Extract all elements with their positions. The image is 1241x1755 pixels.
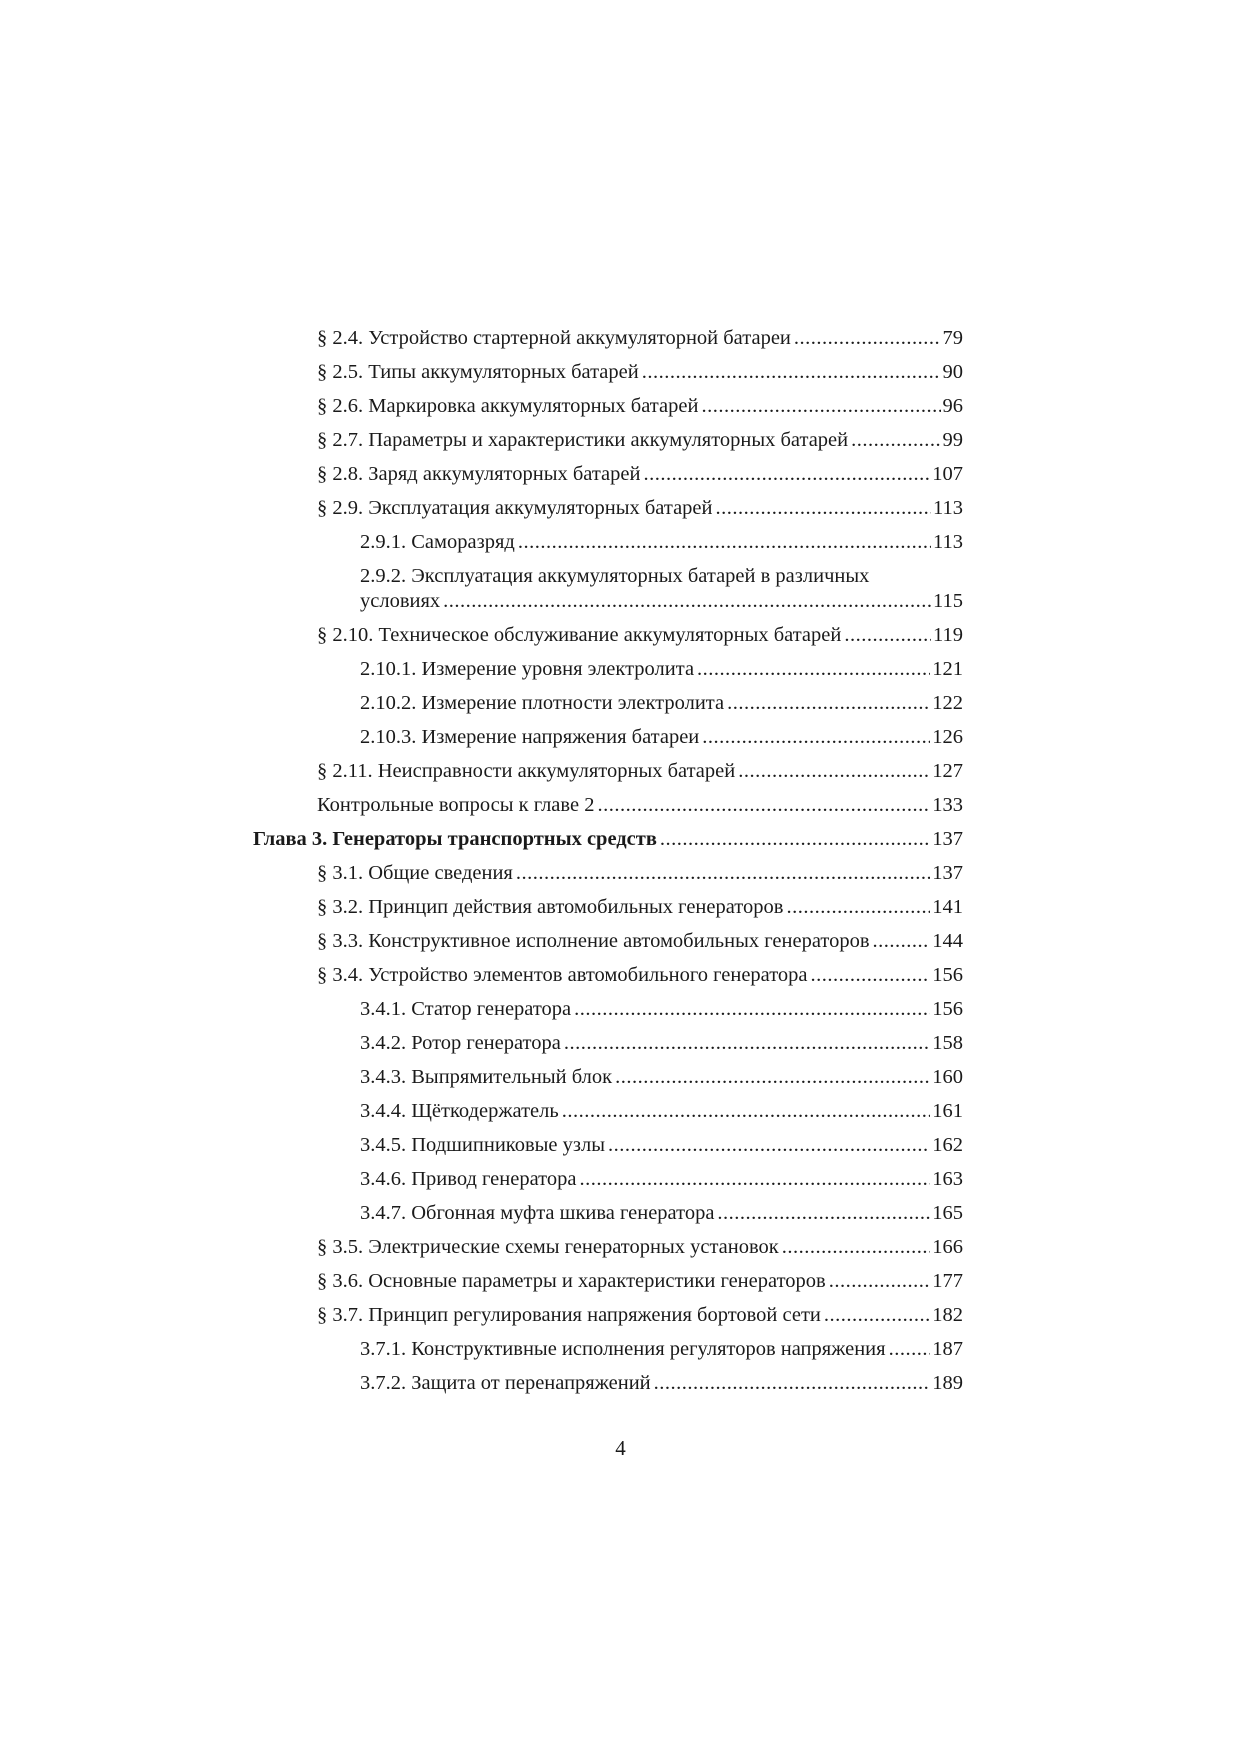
toc-entry[interactable]: [253, 623, 963, 648]
toc-subentry[interactable]: [253, 657, 963, 682]
toc-entry[interactable]: [253, 1303, 963, 1328]
toc-entry[interactable]: [253, 759, 963, 784]
toc-entry-page: 144: [932, 930, 963, 952]
toc-entry-page: 107: [932, 463, 963, 485]
toc-subentry[interactable]: [253, 1133, 963, 1158]
toc-entry-page: 113: [933, 497, 963, 519]
toc-entry-title: 3.4.4. Щёткодержатель: [360, 1100, 559, 1122]
toc-entry-title: 3.7.2. Защита от перенапряжений: [360, 1372, 651, 1394]
toc-entry-title: § 2.6. Маркировка аккумуляторных батарей: [317, 395, 699, 417]
toc-subentry[interactable]: [253, 1371, 963, 1396]
toc-entry-page: 137: [932, 862, 963, 884]
toc-subentry[interactable]: [253, 1065, 963, 1090]
toc-entry-page: 121: [932, 658, 963, 680]
toc-entry[interactable]: [253, 861, 963, 886]
toc-subentry[interactable]: [253, 997, 963, 1022]
toc-entry-page: 165: [932, 1202, 963, 1224]
toc-subentry[interactable]: [253, 1337, 963, 1362]
toc-entry-page: 163: [932, 1168, 963, 1190]
toc-entry[interactable]: [253, 360, 963, 385]
toc-entry-title: 3.4.5. Подшипниковые узлы: [360, 1134, 606, 1156]
dot-leader: [643, 462, 930, 487]
toc-entry-title: Контрольные вопросы к главе 2: [317, 794, 595, 816]
dot-leader: [574, 997, 930, 1022]
dot-leader: [443, 589, 931, 614]
toc-entry-title: § 2.4. Устройство стартерной аккумуляторной батареи: [317, 327, 791, 349]
toc-subentry[interactable]: [253, 1201, 963, 1226]
toc-entry-title: 3.4.6. Привод генератора: [360, 1168, 577, 1190]
toc-entry-title: 3.7.1. Конструктивные исполнения регуляторов напряжения: [360, 1338, 886, 1360]
toc-entry-page: 166: [932, 1236, 963, 1258]
toc-chapter[interactable]: [253, 827, 963, 852]
toc-subentry[interactable]: [253, 1099, 963, 1124]
dot-leader: [824, 1303, 930, 1328]
toc-entry-page: 79: [942, 327, 963, 349]
dot-leader: [873, 929, 931, 954]
toc-entry[interactable]: [253, 929, 963, 954]
toc-subentry[interactable]: [253, 1031, 963, 1056]
toc-entry[interactable]: [253, 394, 963, 419]
dot-leader: [851, 428, 940, 453]
page-number: 4: [615, 1436, 626, 1460]
toc-chapter-title: Глава 3. Генераторы транспортных средств: [253, 828, 657, 850]
toc-entry-title: § 2.5. Типы аккумуляторных батарей: [317, 361, 639, 383]
toc-entry-title: § 2.7. Параметры и характеристики аккумуляторных батарей: [317, 429, 849, 451]
dot-leader: [697, 657, 930, 682]
dot-leader: [597, 793, 930, 818]
dot-leader: [889, 1337, 931, 1362]
toc-entry-page: 161: [932, 1100, 963, 1122]
toc-entry-page: 96: [942, 395, 963, 417]
toc-entry-page: 187: [932, 1338, 963, 1360]
toc-entry-page: 182: [932, 1304, 963, 1326]
toc-entry-title: § 3.4. Устройство элементов автомобильного генератора: [317, 964, 808, 986]
toc-subentry[interactable]: [253, 725, 963, 750]
toc-entry-title: 3.4.7. Обгонная муфта шкива генератора: [360, 1202, 715, 1224]
dot-leader: [654, 1371, 931, 1396]
toc-entry-page: 158: [932, 1032, 963, 1054]
toc-subentry[interactable]: [253, 564, 963, 614]
toc-entry-page: 127: [932, 760, 963, 782]
toc-entry-page: 115: [933, 590, 963, 612]
dot-leader: [811, 963, 931, 988]
toc-entry-title: § 3.1. Общие сведения: [317, 862, 513, 884]
dot-leader: [786, 895, 930, 920]
dot-leader: [844, 623, 931, 648]
toc-entry-page: 177: [932, 1270, 963, 1292]
toc-entry-page: 162: [932, 1134, 963, 1156]
toc-entry[interactable]: [253, 462, 963, 487]
toc-entry-title: § 3.7. Принцип регулирования напряжения бортовой сети: [317, 1304, 821, 1326]
toc-entry[interactable]: [253, 1235, 963, 1260]
toc-entry-title: § 2.11. Неисправности аккумуляторных батарей: [317, 760, 736, 782]
dot-leader: [608, 1133, 930, 1158]
toc-entry-page: 133: [932, 794, 963, 816]
toc-entry-page: 156: [932, 998, 963, 1020]
dot-leader: [829, 1269, 931, 1294]
toc-entry-title: 3.4.2. Ротор генератора: [360, 1032, 561, 1054]
toc-entry-page: 156: [932, 964, 963, 986]
dot-leader: [727, 691, 930, 716]
toc-entry-page: 160: [932, 1066, 963, 1088]
toc-entry-title: 2.9.1. Саморазряд: [360, 531, 515, 553]
dot-leader: [701, 394, 940, 419]
toc-subentry[interactable]: [253, 691, 963, 716]
toc-entry-title: 2.10.1. Измерение уровня электролита: [360, 658, 695, 680]
toc-entry-page: 99: [942, 429, 963, 451]
toc-entry-page: 137: [932, 828, 963, 850]
toc-entry-page: 113: [933, 531, 963, 553]
toc-entry-page: 122: [932, 692, 963, 714]
dot-leader: [738, 759, 930, 784]
dot-leader: [615, 1065, 930, 1090]
toc-entry-page: 141: [932, 896, 963, 918]
table-of-contents: [253, 326, 963, 1405]
dot-leader: [717, 1201, 930, 1226]
dot-leader: [562, 1099, 931, 1124]
toc-entry[interactable]: [253, 1269, 963, 1294]
toc-entry[interactable]: [253, 326, 963, 351]
toc-subentry[interactable]: [253, 1167, 963, 1192]
toc-entry[interactable]: [253, 963, 963, 988]
dot-leader: [782, 1235, 931, 1260]
dot-leader: [579, 1167, 930, 1192]
dot-leader: [642, 360, 941, 385]
toc-entry[interactable]: [253, 496, 963, 521]
toc-entry-page: 126: [932, 726, 963, 748]
dot-leader: [794, 326, 941, 351]
toc-entry-page: 90: [942, 361, 963, 383]
toc-entry[interactable]: [253, 895, 963, 920]
dot-leader: [702, 725, 930, 750]
toc-entry-title: § 2.10. Техническое обслуживание аккумуляторных батарей: [317, 624, 842, 646]
dot-leader: [564, 1031, 930, 1056]
toc-entry-title: 2.9.2. Эксплуатация аккумуляторных батарей в различных: [360, 565, 870, 587]
toc-entry[interactable]: [253, 793, 963, 818]
dot-leader: [716, 496, 931, 521]
toc-entry-title: 2.10.3. Измерение напряжения батареи: [360, 726, 700, 748]
toc-subentry[interactable]: [253, 530, 963, 555]
toc-entry-title-continued: условиях: [360, 590, 441, 612]
toc-entry-page: 189: [932, 1372, 963, 1394]
toc-entry-title: § 2.9. Эксплуатация аккумуляторных батарей: [317, 497, 713, 519]
toc-entry-title: 3.4.3. Выпрямительный блок: [360, 1066, 613, 1088]
toc-entry-title: § 3.3. Конструктивное исполнение автомобильных генераторов: [317, 930, 870, 952]
toc-entry-title: 2.10.2. Измерение плотности электролита: [360, 692, 725, 714]
toc-entry[interactable]: [253, 428, 963, 453]
toc-entry-title: § 3.2. Принцип действия автомобильных генераторов: [317, 896, 784, 918]
dot-leader: [516, 861, 930, 886]
dot-leader: [660, 827, 930, 852]
toc-entry-title: § 3.6. Основные параметры и характеристики генераторов: [317, 1270, 826, 1292]
dot-leader: [518, 530, 931, 555]
toc-entry-title: § 2.8. Заряд аккумуляторных батарей: [317, 463, 641, 485]
toc-entry-page: 119: [933, 624, 963, 646]
toc-entry-title: 3.4.1. Статор генератора: [360, 998, 572, 1020]
toc-entry-title: § 3.5. Электрические схемы генераторных установок: [317, 1236, 779, 1258]
